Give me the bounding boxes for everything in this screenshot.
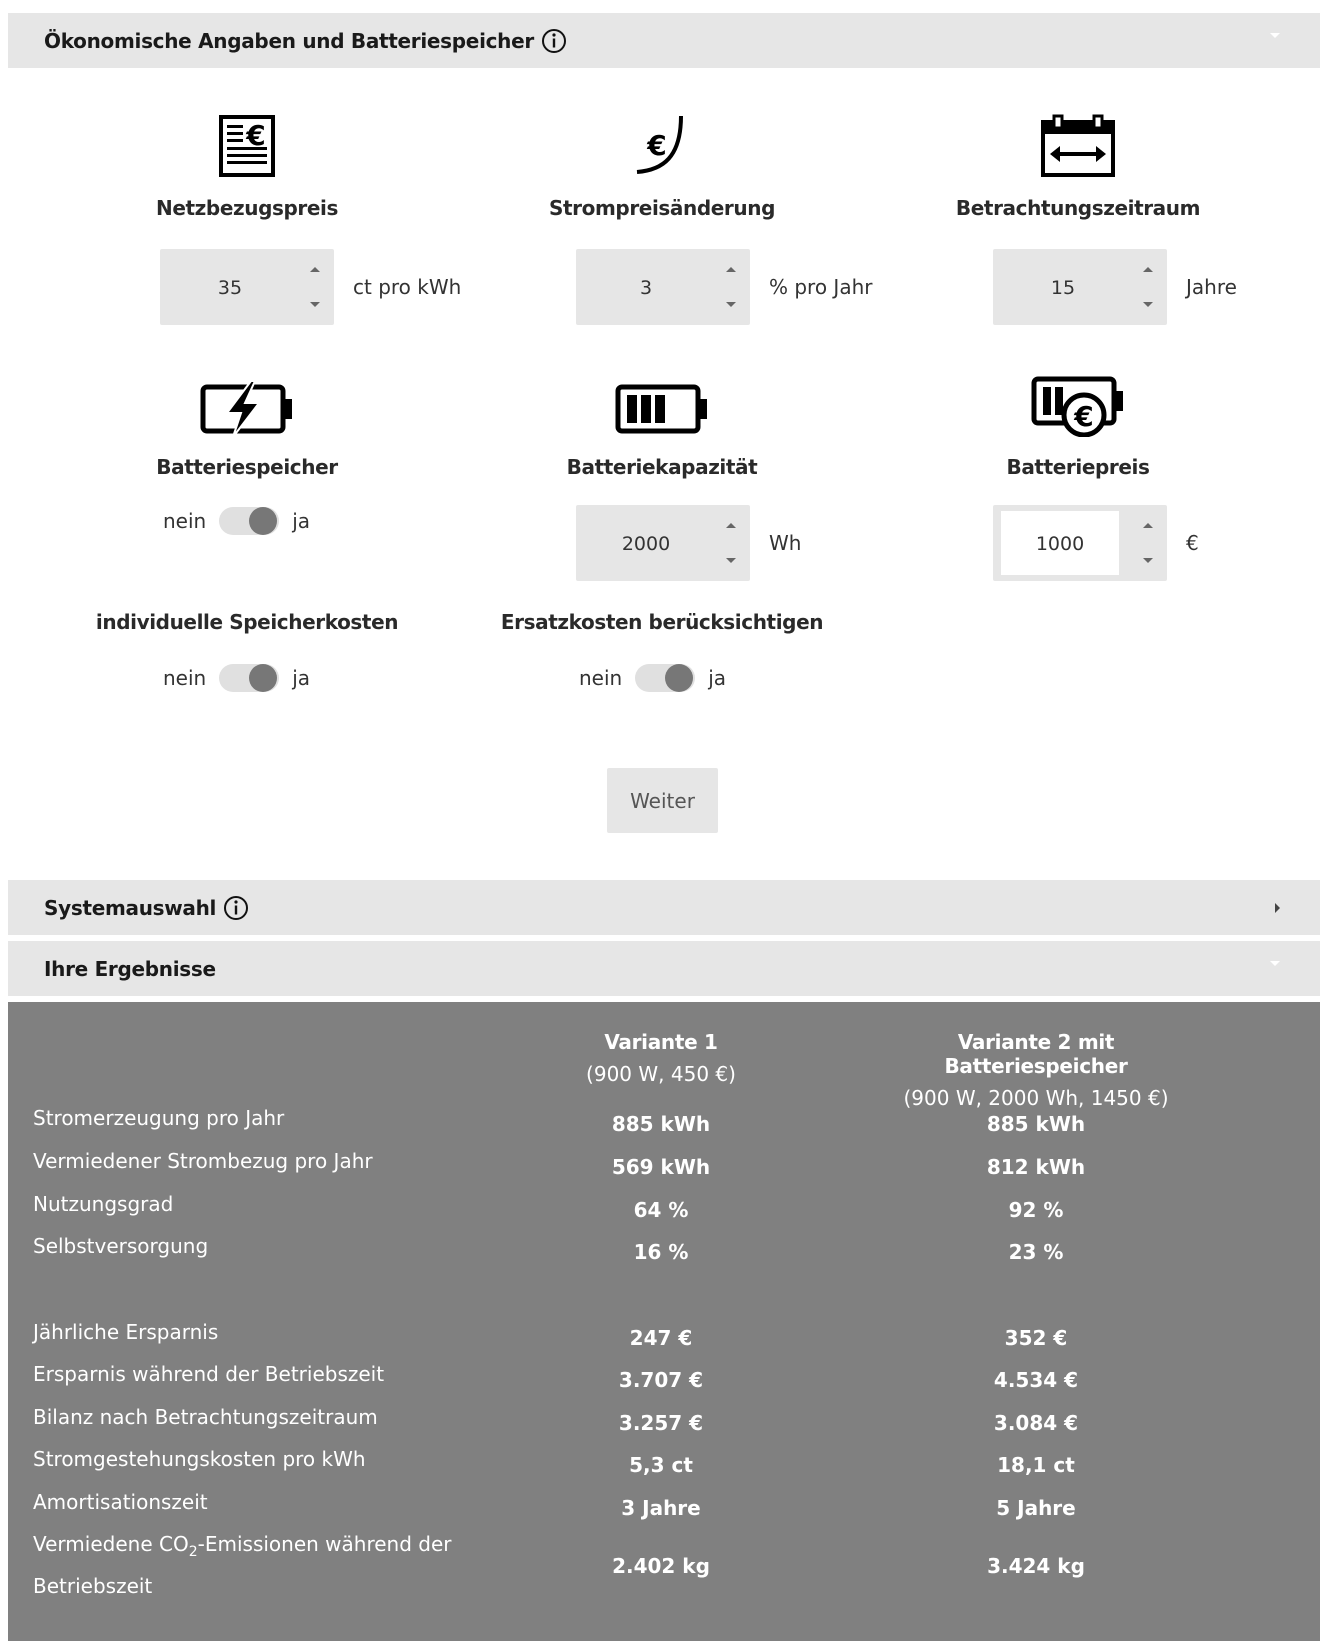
row-value-v1: 3 Jahre	[621, 1496, 701, 1520]
co2-label-part: Vermiedene CO	[33, 1532, 189, 1556]
batteriekapazitaet-input[interactable]	[576, 505, 750, 581]
strompreisaenderung-input[interactable]	[576, 249, 750, 325]
field-ersatzkosten	[452, 610, 872, 634]
label-batteriekapazitaet: Batteriekapazität	[566, 455, 758, 479]
row-value-v2: 92 %	[1008, 1198, 1064, 1222]
increment-arrow-icon[interactable]	[1143, 523, 1153, 528]
betrachtungszeitraum-input[interactable]	[993, 249, 1167, 325]
strompreisaenderung-unit: % pro Jahr	[769, 275, 873, 299]
row-label: Stromgestehungskosten pro kWh	[33, 1447, 366, 1471]
section-title-economics: Ökonomische Angaben und Batteriespeicher	[44, 28, 534, 53]
decrement-arrow-icon[interactable]	[726, 302, 736, 307]
field-netzbezugspreis	[37, 108, 457, 220]
invoice-euro-icon	[218, 114, 276, 178]
row-value-v2: 4.534 €	[993, 1368, 1079, 1392]
row-value-v1: 2.402 kg	[612, 1554, 710, 1578]
results-table	[8, 1002, 1320, 1641]
co2-subscript: 2	[188, 1544, 198, 1560]
row-value-v1: 885 kWh	[611, 1112, 711, 1136]
info-icon[interactable]	[541, 28, 567, 54]
row-value-v2: 3.084 €	[993, 1411, 1079, 1435]
section-header-system[interactable]	[8, 880, 1320, 935]
field-batteriepreis	[868, 367, 1288, 479]
column-title: Variante 2 mit Batteriespeicher	[944, 1030, 1128, 1078]
row-betrachtungszeitraum	[993, 249, 1237, 325]
expand-caret-icon	[1275, 903, 1280, 913]
toggle-on-label: ja	[708, 666, 727, 690]
row-value-v2: 5 Jahre	[996, 1496, 1076, 1520]
row-label: Bilanz nach Betrachtungszeitraum	[33, 1405, 378, 1429]
field-speicherkosten	[37, 610, 457, 634]
column-header-variante-1	[516, 1030, 806, 1086]
betrachtungszeitraum-unit: Jahre	[1186, 275, 1237, 299]
row-value-v2: 812 kWh	[986, 1155, 1086, 1179]
row-value-v2: 352 €	[1004, 1326, 1068, 1350]
strompreisaenderung-value: 3	[639, 277, 653, 299]
label-speicherkosten: individuelle Speicherkosten	[95, 610, 399, 634]
netzbezugspreis-value: 35	[217, 277, 243, 299]
batteriekapazitaet-unit: Wh	[769, 531, 802, 555]
price-curve-euro-icon	[633, 112, 691, 178]
column-subtitle: (900 W, 450 €)	[586, 1062, 736, 1086]
field-batteriekapazitaet	[452, 367, 872, 479]
toggle-off-label: nein	[579, 666, 623, 690]
label-netzbezugspreis: Netzbezugspreis	[156, 196, 338, 220]
battery-full-icon	[614, 381, 710, 437]
betrachtungszeitraum-value: 15	[1050, 277, 1076, 299]
row-strompreisaenderung	[576, 249, 873, 325]
weiter-button[interactable]: Weiter	[607, 768, 718, 833]
label-batteriepreis: Batteriepreis	[1006, 455, 1150, 479]
decrement-arrow-icon[interactable]	[726, 558, 736, 563]
toggle-knob	[249, 664, 277, 692]
row-label: Selbstversorgung	[33, 1234, 209, 1258]
batteriepreis-input[interactable]	[993, 505, 1167, 581]
field-betrachtungszeitraum	[868, 108, 1288, 220]
decrement-arrow-icon[interactable]	[1143, 302, 1153, 307]
row-batteriekapazitaet	[576, 505, 801, 581]
toggle-on-label: ja	[292, 666, 311, 690]
increment-arrow-icon[interactable]	[726, 523, 736, 528]
row-value-v1: 3.707 €	[618, 1368, 704, 1392]
label-betrachtungszeitraum: Betrachtungszeitraum	[955, 196, 1201, 220]
row-netzbezugspreis	[160, 249, 461, 325]
toggle-off-label: nein	[163, 509, 207, 533]
row-value-v1: 64 %	[633, 1198, 689, 1222]
increment-arrow-icon[interactable]	[1143, 267, 1153, 272]
speicherkosten-toggle[interactable]	[219, 664, 279, 692]
netzbezugspreis-input[interactable]	[160, 249, 334, 325]
row-value-v1: 569 kWh	[611, 1155, 711, 1179]
svg-text:€: €	[647, 129, 667, 162]
toggle-row-ersatzkosten	[579, 664, 726, 692]
increment-arrow-icon[interactable]	[726, 267, 736, 272]
netzbezugspreis-unit: ct pro kWh	[353, 275, 462, 299]
section-header-economics[interactable]	[8, 13, 1320, 68]
decrement-arrow-icon[interactable]	[310, 302, 320, 307]
row-value-v2: 18,1 ct	[997, 1453, 1075, 1477]
toggle-off-label: nein	[163, 666, 207, 690]
batteriespeicher-toggle[interactable]	[219, 507, 279, 535]
co2-label-part: Betriebszeit	[33, 1574, 153, 1598]
section-title-results: Ihre Ergebnisse	[44, 956, 216, 981]
battery-euro-icon	[1030, 375, 1126, 437]
decrement-arrow-icon[interactable]	[1143, 558, 1153, 563]
field-batteriespeicher	[37, 367, 457, 479]
label-batteriespeicher: Batteriespeicher	[156, 455, 338, 479]
batteriekapazitaet-value: 2000	[621, 533, 671, 555]
ersatzkosten-toggle[interactable]	[635, 664, 695, 692]
column-title: Variante 1	[604, 1030, 718, 1054]
row-value-v2: 3.424 kg	[987, 1554, 1085, 1578]
row-value-v1: 16 %	[633, 1240, 689, 1264]
column-subtitle: (900 W, 2000 Wh, 1450 €)	[903, 1086, 1169, 1110]
row-batteriepreis	[993, 505, 1199, 581]
svg-text:€: €	[1074, 400, 1094, 433]
row-value-v2: 885 kWh	[986, 1112, 1086, 1136]
row-label-co2	[33, 1527, 452, 1603]
row-label: Nutzungsgrad	[33, 1192, 174, 1216]
row-value-v1: 3.257 €	[618, 1411, 704, 1435]
collapse-caret-icon	[1270, 33, 1280, 38]
svg-text:€: €	[246, 119, 266, 152]
increment-arrow-icon[interactable]	[310, 267, 320, 272]
row-label: Jährliche Ersparnis	[33, 1320, 219, 1344]
section-header-results[interactable]	[8, 941, 1320, 996]
collapse-caret-icon	[1270, 961, 1280, 966]
label-ersatzkosten: Ersatzkosten berücksichtigen	[500, 610, 824, 634]
row-value-v1: 247 €	[629, 1326, 693, 1350]
toggle-knob	[249, 507, 277, 535]
toggle-knob	[665, 664, 693, 692]
info-icon[interactable]	[223, 895, 249, 921]
batteriepreis-value: 1000	[1035, 533, 1085, 555]
section-title-system: Systemauswahl	[44, 895, 217, 920]
column-header-variante-2	[886, 1030, 1186, 1110]
field-strompreisaenderung	[452, 108, 872, 220]
row-label: Ersparnis während der Betriebszeit	[33, 1362, 385, 1386]
calendar-range-icon	[1040, 114, 1116, 178]
row-label: Stromerzeugung pro Jahr	[33, 1106, 285, 1130]
toggle-on-label: ja	[292, 509, 311, 533]
toggle-row-batteriespeicher	[163, 507, 310, 535]
row-value-v1: 5,3 ct	[629, 1453, 693, 1477]
co2-label-part: -Emissionen während der	[197, 1532, 452, 1556]
row-label: Amortisationszeit	[33, 1490, 208, 1514]
batteriepreis-unit: €	[1186, 531, 1199, 555]
toggle-row-speicherkosten	[163, 664, 310, 692]
row-value-v2: 23 %	[1008, 1240, 1064, 1264]
battery-charging-icon	[199, 381, 295, 437]
row-label: Vermiedener Strombezug pro Jahr	[33, 1149, 373, 1173]
label-strompreisaenderung: Strompreisänderung	[549, 196, 775, 220]
